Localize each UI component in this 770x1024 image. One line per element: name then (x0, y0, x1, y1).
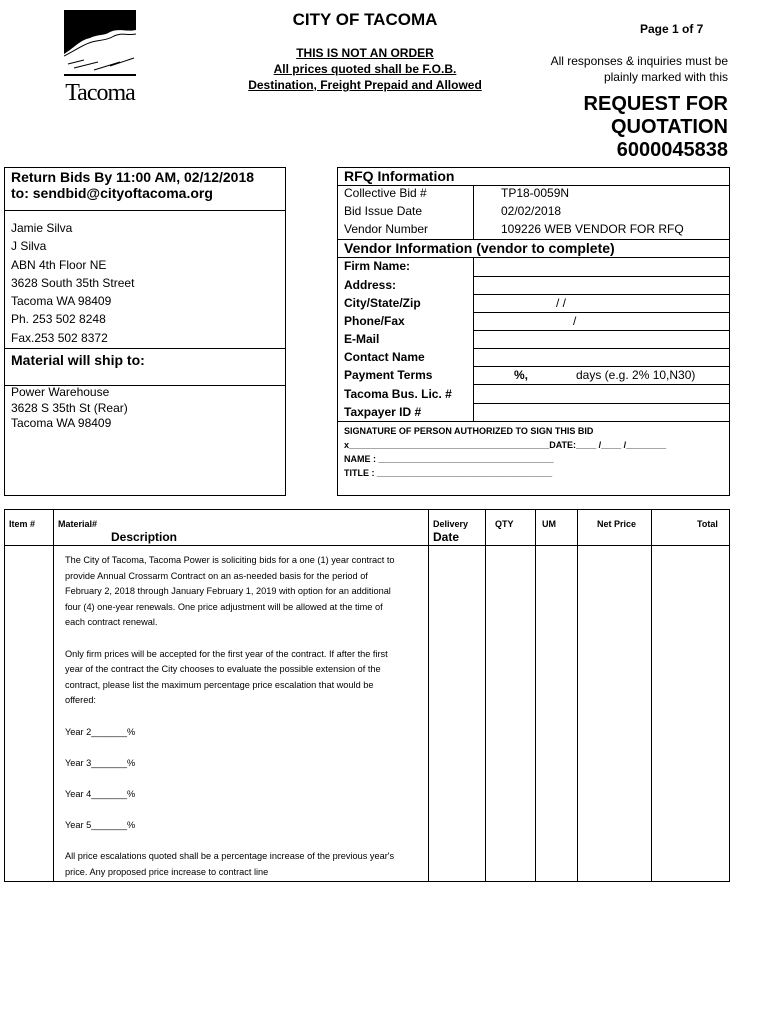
return-email[interactable]: to: sendbid@cityoftacoma.org (11, 185, 213, 201)
email-label: E-Mail (344, 332, 380, 346)
rfq-label: Bid Issue Date (344, 204, 423, 218)
city-state-zip-label: City/State/Zip (344, 296, 421, 310)
qty-header: QTY (495, 519, 514, 529)
description-paragraph: The City of Tacoma, Tacoma Power is soliciting bids for a one (1) year contract to provide Annual Crossarm Contract on an as-needed basis for the period of February 2, 2018 through January February 1, 2019 with option for an additional four (4) one-year renewals. One price adjustment will be allowed at the time of each contract renewal. (65, 555, 395, 628)
contact-line: Fax.253 502 8372 (11, 330, 108, 345)
ship-to-label: Material will ship to: (11, 352, 145, 368)
rfq-label: Collective Bid # (344, 186, 427, 200)
return-bids-heading (5, 168, 285, 211)
escalation-year-3: Year 3_______% (65, 757, 136, 768)
total-header: Total (697, 519, 718, 529)
rfq-number: 6000045838 (616, 139, 728, 161)
um-header: UM (542, 519, 556, 529)
rfq-value: 02/02/2018 (501, 204, 562, 218)
contact-name-label: Contact Name (344, 350, 425, 364)
ship-to-address (11, 385, 128, 432)
address-label: Address: (344, 278, 397, 292)
rfq-title-line: QUOTATION (610, 116, 728, 138)
logo-wordmark: Tacoma (65, 80, 135, 106)
signature-name-line[interactable]: NAME : ___________________________________ (344, 454, 554, 464)
signature-heading: SIGNATURE OF PERSON AUTHORIZED TO SIGN THIS BID (344, 426, 594, 436)
item-number-header: Item # (9, 519, 36, 529)
contact-line: Jamie Silva (11, 221, 73, 235)
rfq-title (520, 93, 728, 162)
escalation-year-2: Year 2_______% (65, 726, 136, 737)
payment-terms-label: Payment Terms (344, 368, 433, 382)
city-state-zip-slashes: / / (556, 296, 567, 310)
net-price-header: Net Price (597, 519, 637, 529)
phone-fax-label: Phone/Fax (344, 314, 405, 328)
rfq-vendor-panel (337, 167, 730, 496)
payment-percent: %, (514, 368, 529, 382)
page-indicator: Page 1 of 7 (640, 22, 704, 36)
escalation-year-4: Year 4_______% (65, 788, 136, 799)
payment-days: days (e.g. 2% 10,N30) (576, 368, 696, 382)
description-paragraph: All price escalations quoted shall be a percentage increase of the previous year's price. Any proposed price increase to contract line (65, 851, 395, 877)
ship-line: Power Warehouse (11, 385, 110, 399)
firm-name-label: Firm Name: (344, 259, 411, 273)
contact-line: ABN 4th Floor NE (11, 257, 107, 272)
rfq-info-heading: RFQ Information (344, 168, 455, 184)
response-note (520, 53, 728, 85)
rfq-title-line: REQUEST FOR (583, 93, 728, 115)
buyer-contact (11, 219, 134, 347)
rfq-value: TP18-0059N (501, 186, 570, 200)
notice-line: Destination, Freight Prepaid and Allowed (248, 78, 482, 92)
date-header: Date (433, 530, 460, 544)
response-note-line: All responses & inquiries must be (550, 54, 728, 68)
business-license-label: Tacoma Bus. Lic. # (344, 387, 452, 401)
vendor-info-heading: Vendor Information (vendor to complete) (344, 240, 615, 256)
ship-to-heading (5, 348, 285, 386)
item-description (65, 553, 395, 896)
notice-line: THIS IS NOT AN ORDER (296, 46, 434, 60)
escalation-year-5: Year 5_______% (65, 820, 136, 831)
delivery-header: Delivery (433, 519, 469, 529)
rfq-value: 109226 WEB VENDOR FOR RFQ (501, 222, 684, 236)
ship-line: Tacoma WA 98409 (11, 416, 112, 430)
description-paragraph: Only firm prices will be accepted for the first year of the contract. If after the first year of the contract the City chooses to evaluate the possible extension of the contract, please list the maximum percentage price escalation that would be offered: (65, 648, 388, 706)
contact-line: J Silva (11, 239, 47, 254)
order-notice (200, 45, 530, 93)
line-items-table (4, 509, 730, 882)
contact-line: Ph. 253 502 8248 (11, 312, 106, 327)
signature-title-line[interactable]: TITLE : ___________________________________ (344, 468, 553, 478)
ship-line: 3628 S 35th St (Rear) (11, 400, 128, 415)
signature-line[interactable]: x________________________________________DATE:____ /____ /________ (344, 440, 667, 450)
description-header: Description (111, 530, 178, 544)
rfq-label: Vendor Number (344, 222, 429, 236)
phone-fax-slash: / (573, 314, 577, 328)
material-number-header: Material# (58, 519, 98, 529)
return-bids-panel (4, 167, 286, 496)
city-title: CITY OF TACOMA (292, 10, 438, 29)
return-deadline: Return Bids By 11:00 AM, 02/12/2018 (11, 169, 255, 185)
contact-line: 3628 South 35th Street (11, 275, 135, 290)
contact-line: Tacoma WA 98409 (11, 294, 112, 309)
response-note-line: plainly marked with this (603, 70, 728, 84)
taxpayer-id-label: Taxpayer ID # (344, 405, 422, 419)
notice-line: All prices quoted shall be F.O.B. (273, 62, 457, 76)
